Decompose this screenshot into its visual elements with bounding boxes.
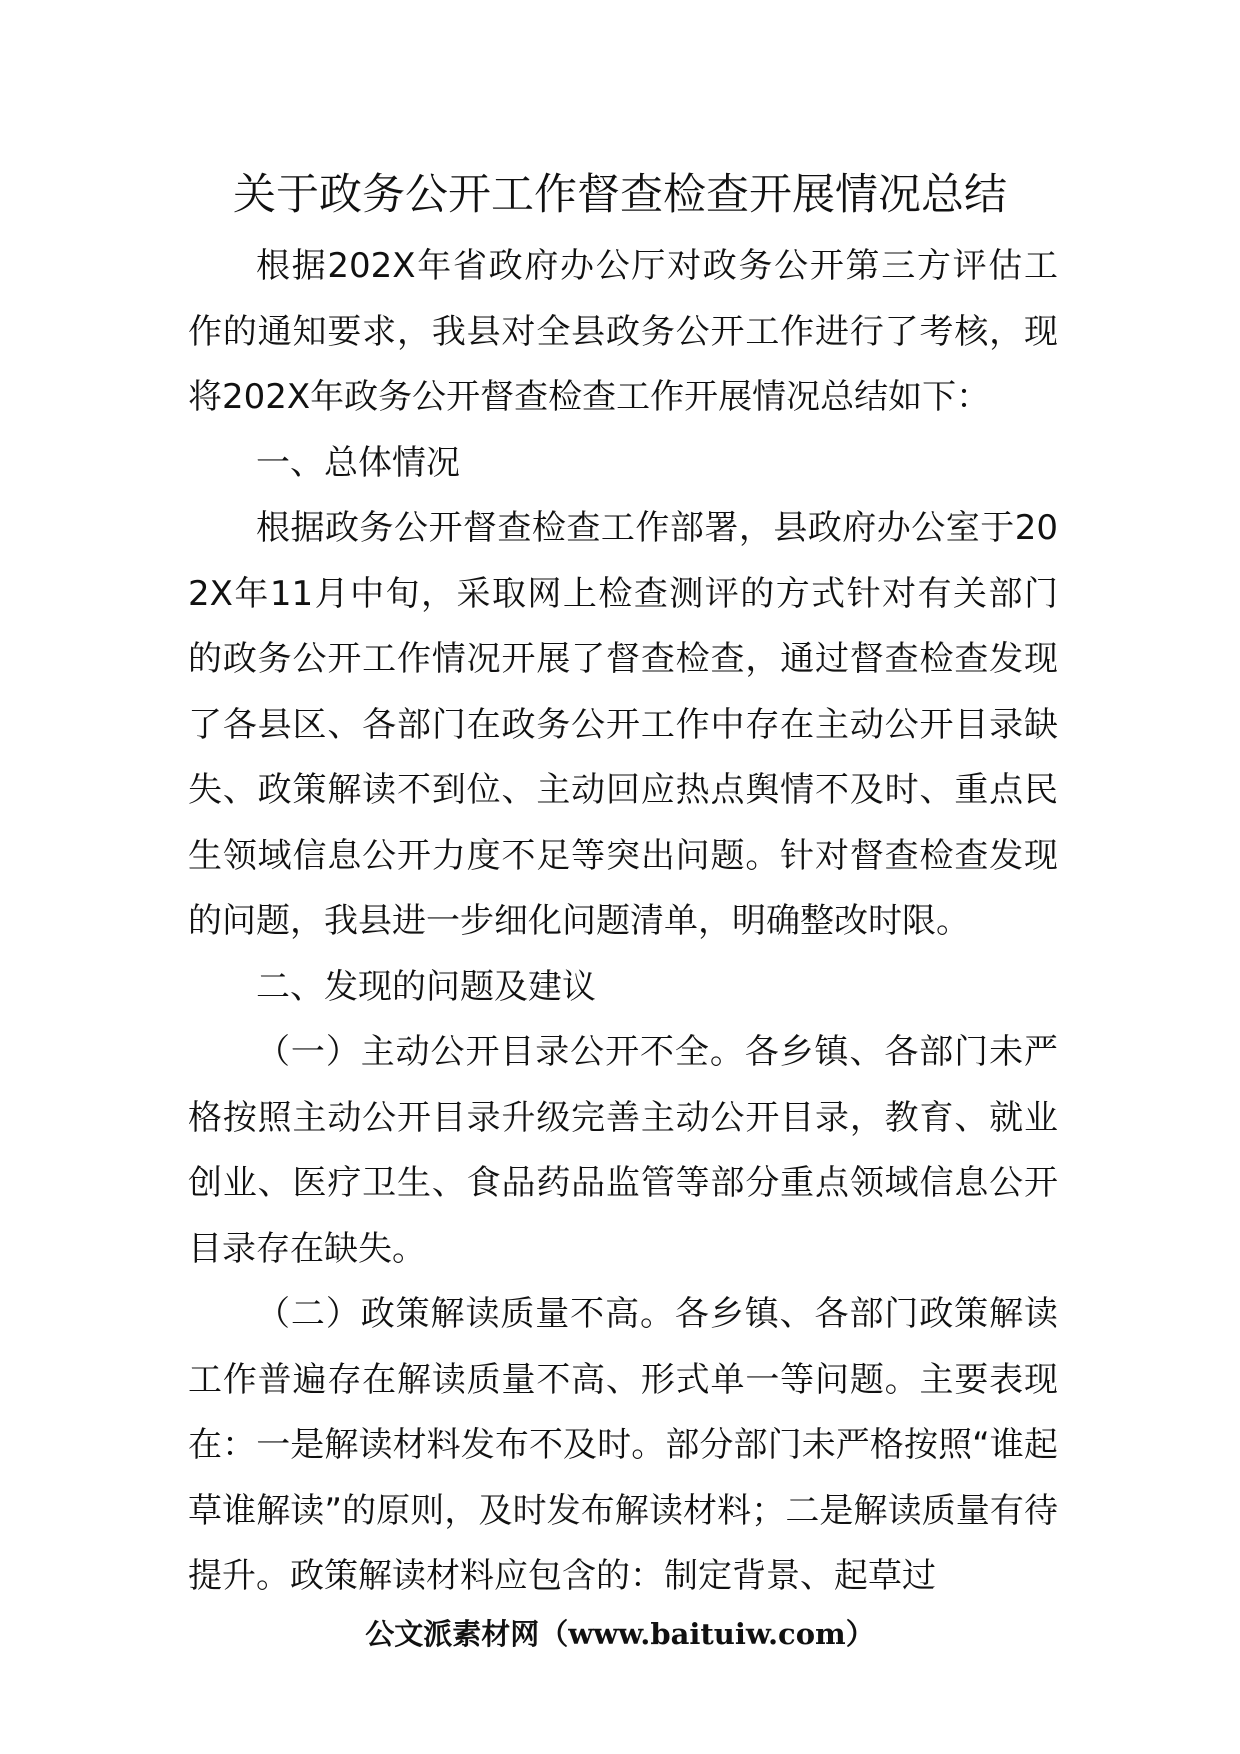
document-body: [188, 234, 1058, 1610]
section-heading-issues: 二、发现的问题及建议: [256, 966, 596, 1007]
overview-paragraph: 根据政务公开督查检查工作部署，县政府办公室于202X年11月中旬，采取网上检查测评的方式针对有关部门的政务公开工作情况开展了督查检查，通过督查检查发现了各县区、各部门在政务公开工作中存在主动公开目录缺失、政策解读不到位、主动回应热点舆情不及时、重点民生领域信息公开力度不足等突出问题。针对督查检查发现的问题，我县进一步细化问题清单，明确整改时限。: [188, 508, 1058, 941]
intro-paragraph: 根据202X年省政府办公厅对政务公开第三方评估工作的通知要求，我县对全县政务公开工作进行了考核，现将202X年政务公开督查检查工作开展情况总结如下：: [188, 246, 1058, 417]
document-title: 关于政务公开工作督查检查开展情况总结: [233, 170, 1007, 220]
section-heading-overview: 一、总体情况: [256, 442, 460, 483]
issue-item-1: （一）主动公开目录公开不全。各乡镇、各部门未严格按照主动公开目录升级完善主动公开目录，教育、就业创业、医疗卫生、食品药品监管等部分重点领域信息公开目录存在缺失。: [188, 1032, 1058, 1269]
issue-item-2: （二）政策解读质量不高。各乡镇、各部门政策解读工作普遍存在解读质量不高、形式单一等问题。主要表现在：一是解读材料发布不及时。部分部门未严格按照“谁起草谁解读”的原则，及时发布解读材料；二是解读质量有待提升。政策解读材料应包含的：制定背景、起草过: [188, 1294, 1058, 1596]
footer-watermark: 公文派素材网（www.baituiw.com）: [365, 1617, 875, 1651]
